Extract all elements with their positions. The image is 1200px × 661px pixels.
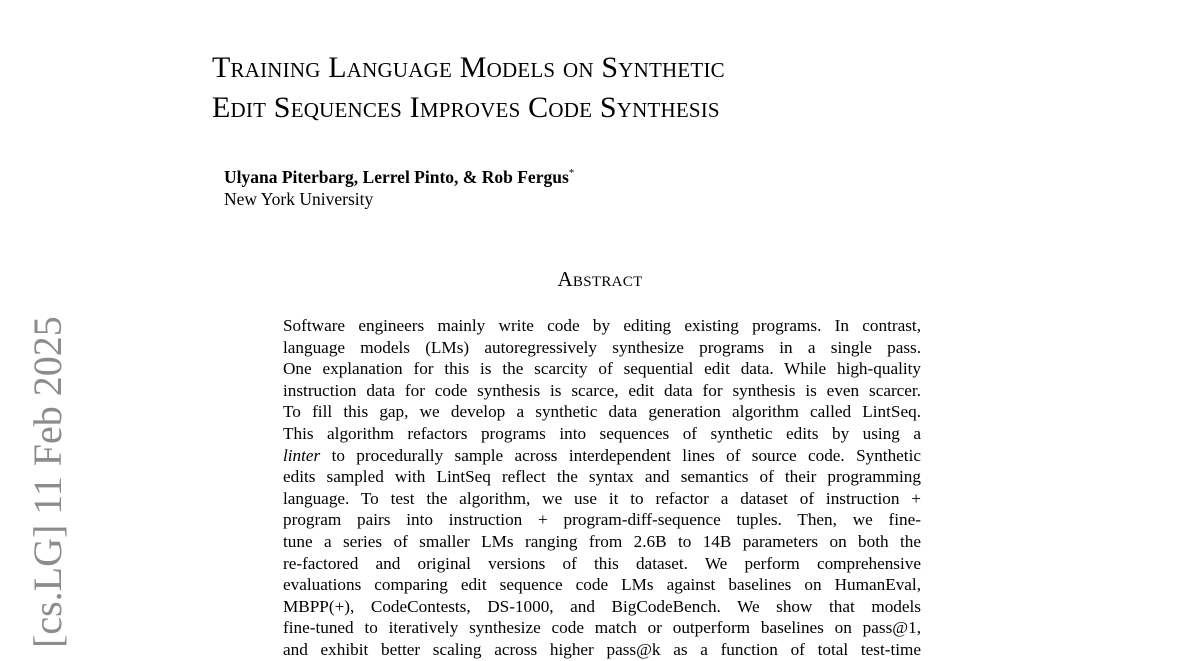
abstract-line: MBPP(+), CodeContests, DS-1000, and BigCodeBench. We show that models <box>283 596 921 616</box>
abstract-line: re-factored and original versions of this dataset. We perform comprehensive <box>283 553 921 573</box>
abstract-line: language models (LMs) autoregressively synthesize programs in a single pass. <box>283 337 921 357</box>
abstract-line: evaluations comparing edit sequence code LMs against baselines on HumanEval, <box>283 575 921 595</box>
affiliation: New York University <box>224 189 374 209</box>
title-line-1: Training Language Models on Synthetic <box>212 51 725 84</box>
abstract-line: This algorithm refactors programs into sequences of synthetic edits by using a <box>283 423 921 443</box>
author-list: Ulyana Piterbarg, Lerrel Pinto, & Rob Fergus <box>224 167 569 187</box>
abstract-line: and exhibit better scaling across higher pass@k as a function of total test-time <box>283 639 921 659</box>
paper-title <box>212 48 972 128</box>
abstract-italic-term: linter <box>283 445 321 465</box>
abstract-line: fine-tuned to iteratively synthesize code match or outperform baselines on pass@1, <box>283 618 921 638</box>
abstract-line: instruction data for code synthesis is scarce, edit data for synthesis is even scarcer. <box>283 380 921 400</box>
abstract-line: language. To test the algorithm, we use it to refactor a dataset of instruction + <box>283 488 921 508</box>
abstract-heading-text: Abstract <box>557 267 643 291</box>
title-line-2: Edit Sequences Improves Code Synthesis <box>212 91 720 124</box>
abstract-line-rest: to procedurally sample across interdependent lines of source code. Synthetic <box>320 445 921 465</box>
abstract-heading <box>0 266 1200 292</box>
abstract-body <box>283 315 921 661</box>
author-block <box>224 166 574 210</box>
arxiv-side-stamp: [cs.LG] 11 Feb 2025 <box>25 316 70 648</box>
author-names <box>224 167 574 187</box>
abstract-line: Software engineers mainly write code by editing existing programs. In contrast, <box>283 316 921 335</box>
abstract-line: To fill this gap, we develop a synthetic data generation algorithm called LintSeq. <box>283 402 921 422</box>
abstract-line <box>283 445 921 467</box>
abstract-line: program pairs into instruction + program-diff-sequence tuples. Then, we fine- <box>283 510 921 530</box>
abstract-line: tune a series of smaller LMs ranging from 2.6B to 14B parameters on both the <box>283 531 921 551</box>
abstract-line: One explanation for this is the scarcity of sequential edit data. While high-quality <box>283 359 921 379</box>
author-footnote-mark[interactable]: * <box>568 167 575 180</box>
abstract-line: edits sampled with LintSeq reflect the syntax and semantics of their programming <box>283 467 921 487</box>
